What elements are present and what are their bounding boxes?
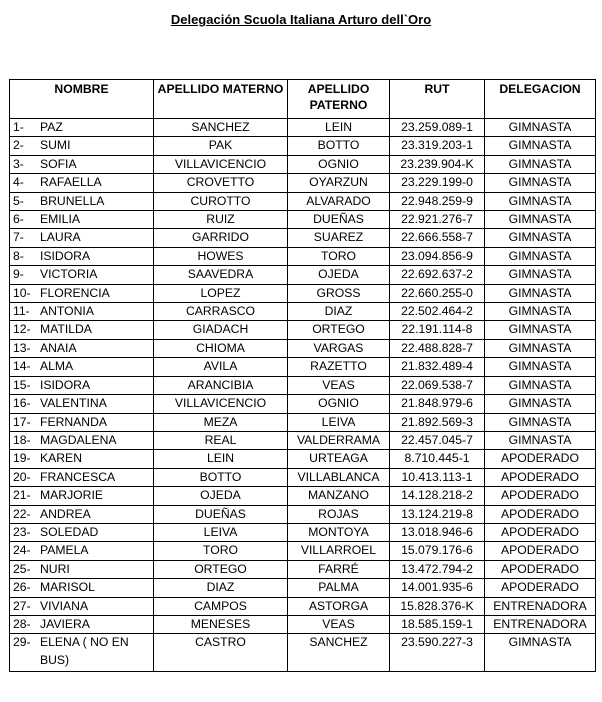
first-name: FERNANDA <box>40 414 108 429</box>
table-row <box>10 284 596 302</box>
cell-nombre <box>10 597 154 615</box>
cell-apellido-paterno: VEAS <box>288 376 390 394</box>
row-number: 19- <box>13 451 31 466</box>
cell-delegacion: APODERADO <box>485 523 596 541</box>
cell-nombre <box>10 119 154 137</box>
cell-apellido-materno: GARRIDO <box>154 229 288 247</box>
cell-apellido-paterno: MANZANO <box>288 487 390 505</box>
row-number: 5- <box>13 193 24 208</box>
cell-apellido-materno: CAMPOS <box>154 597 288 615</box>
cell-rut: 23.319.203-1 <box>390 137 485 155</box>
first-name: PAMELA <box>40 543 89 558</box>
cell-rut: 22.948.259-9 <box>390 192 485 210</box>
cell-rut: 14.001.935-6 <box>390 579 485 597</box>
cell-apellido-paterno: SANCHEZ <box>288 634 390 672</box>
cell-delegacion: GIMNASTA <box>485 413 596 431</box>
cell-nombre <box>10 395 154 413</box>
cell-apellido-paterno: BOTTO <box>288 137 390 155</box>
cell-delegacion: GIMNASTA <box>485 137 596 155</box>
cell-nombre <box>10 468 154 486</box>
cell-apellido-materno: ARANCIBIA <box>154 376 288 394</box>
delegation-table <box>9 79 596 672</box>
cell-rut: 22.921.276-7 <box>390 211 485 229</box>
cell-rut: 22.660.255-0 <box>390 284 485 302</box>
first-name: MARISOL <box>40 580 95 595</box>
cell-apellido-paterno: DIAZ <box>288 303 390 321</box>
cell-rut: 14.128.218-2 <box>390 487 485 505</box>
table-row <box>10 468 596 486</box>
cell-delegacion: GIMNASTA <box>485 266 596 284</box>
cell-apellido-materno: LEIN <box>154 450 288 468</box>
cell-apellido-materno: DUEÑAS <box>154 505 288 523</box>
cell-apellido-paterno: OGNIO <box>288 395 390 413</box>
cell-delegacion: GIMNASTA <box>485 247 596 265</box>
first-name: FRANCESCA <box>40 469 116 484</box>
cell-rut: 18.585.159-1 <box>390 615 485 633</box>
first-name: ELENA ( NO EN BUS) <box>40 635 129 667</box>
cell-apellido-materno: CASTRO <box>154 634 288 672</box>
table-header-row <box>10 80 596 119</box>
cell-rut: 21.848.979-6 <box>390 395 485 413</box>
row-number: 8- <box>13 248 24 263</box>
cell-nombre <box>10 505 154 523</box>
cell-nombre <box>10 615 154 633</box>
table-row <box>10 615 596 633</box>
first-name: VICTORIA <box>40 267 98 282</box>
row-number: 18- <box>13 432 31 447</box>
row-number: 17- <box>13 414 31 429</box>
cell-apellido-paterno: ROJAS <box>288 505 390 523</box>
first-name: BRUNELLA <box>40 193 105 208</box>
cell-delegacion: ENTRENADORA <box>485 615 596 633</box>
cell-delegacion: GIMNASTA <box>485 431 596 449</box>
cell-apellido-paterno: RAZETTO <box>288 358 390 376</box>
cell-nombre <box>10 339 154 357</box>
cell-apellido-paterno: ALVARADO <box>288 192 390 210</box>
cell-apellido-paterno: URTEAGA <box>288 450 390 468</box>
table-row <box>10 339 596 357</box>
row-number: 6- <box>13 212 24 227</box>
cell-apellido-materno: REAL <box>154 431 288 449</box>
first-name: MAGDALENA <box>40 432 117 447</box>
cell-delegacion: GIMNASTA <box>485 211 596 229</box>
cell-rut: 22.191.114-8 <box>390 321 485 339</box>
cell-nombre <box>10 266 154 284</box>
cell-delegacion: GIMNASTA <box>485 174 596 192</box>
cell-nombre <box>10 450 154 468</box>
cell-delegacion: GIMNASTA <box>485 303 596 321</box>
cell-apellido-paterno: FARRÉ <box>288 560 390 578</box>
table-row <box>10 413 596 431</box>
cell-delegacion: GIMNASTA <box>485 155 596 173</box>
table-row <box>10 155 596 173</box>
cell-delegacion: ENTRENADORA <box>485 597 596 615</box>
first-name: JAVIERA <box>40 616 90 631</box>
row-number: 14- <box>13 359 31 374</box>
table-row <box>10 376 596 394</box>
row-number: 10- <box>13 285 31 300</box>
table-row <box>10 579 596 597</box>
table-row <box>10 266 596 284</box>
cell-nombre <box>10 284 154 302</box>
table-row <box>10 211 596 229</box>
table-row <box>10 523 596 541</box>
cell-apellido-materno: DIAZ <box>154 579 288 597</box>
cell-apellido-paterno: LEIN <box>288 119 390 137</box>
cell-apellido-materno: OJEDA <box>154 487 288 505</box>
cell-apellido-paterno: DUEÑAS <box>288 211 390 229</box>
cell-nombre <box>10 155 154 173</box>
cell-apellido-materno: CROVETTO <box>154 174 288 192</box>
cell-rut: 22.666.558-7 <box>390 229 485 247</box>
first-name: ISIDORA <box>40 248 91 263</box>
cell-apellido-paterno: MONTOYA <box>288 523 390 541</box>
cell-rut: 21.832.489-4 <box>390 358 485 376</box>
cell-rut: 23.590.227-3 <box>390 634 485 672</box>
row-number: 1- <box>13 120 24 134</box>
cell-apellido-materno: GIADACH <box>154 321 288 339</box>
first-name: SUMI <box>40 138 71 153</box>
row-number: 29- <box>13 635 31 650</box>
cell-rut: 23.239.904-K <box>390 155 485 173</box>
cell-delegacion: APODERADO <box>485 468 596 486</box>
table-row <box>10 137 596 155</box>
table-row <box>10 450 596 468</box>
cell-rut: 23.094.856-9 <box>390 247 485 265</box>
cell-nombre <box>10 174 154 192</box>
cell-nombre <box>10 303 154 321</box>
row-number: 24- <box>13 543 31 558</box>
cell-delegacion: APODERADO <box>485 505 596 523</box>
cell-delegacion: APODERADO <box>485 542 596 560</box>
table-row <box>10 431 596 449</box>
cell-nombre <box>10 137 154 155</box>
cell-delegacion: GIMNASTA <box>485 119 596 137</box>
cell-delegacion: APODERADO <box>485 560 596 578</box>
cell-nombre <box>10 247 154 265</box>
cell-apellido-paterno: ASTORGA <box>288 597 390 615</box>
first-name: NURI <box>40 561 70 576</box>
row-number: 15- <box>13 377 31 392</box>
cell-delegacion: GIMNASTA <box>485 376 596 394</box>
row-number: 21- <box>13 488 31 503</box>
cell-rut: 22.692.637-2 <box>390 266 485 284</box>
header-delegacion: DELEGACION <box>485 80 596 119</box>
row-number: 16- <box>13 396 31 411</box>
cell-apellido-paterno: TORO <box>288 247 390 265</box>
cell-nombre <box>10 634 154 672</box>
cell-delegacion: GIMNASTA <box>485 395 596 413</box>
row-number: 20- <box>13 469 31 484</box>
table-row <box>10 505 596 523</box>
cell-apellido-materno: CARRASCO <box>154 303 288 321</box>
cell-rut: 23.229.199-0 <box>390 174 485 192</box>
row-number: 28- <box>13 616 31 631</box>
cell-nombre <box>10 431 154 449</box>
cell-rut: 22.502.464-2 <box>390 303 485 321</box>
cell-apellido-materno: HOWES <box>154 247 288 265</box>
cell-rut: 13.472.794-2 <box>390 560 485 578</box>
cell-apellido-materno: MEZA <box>154 413 288 431</box>
first-name: MATILDA <box>40 322 92 337</box>
row-number: 13- <box>13 340 31 355</box>
row-number: 26- <box>13 580 31 595</box>
first-name: ANAIA <box>40 340 77 355</box>
table-row <box>10 321 596 339</box>
cell-apellido-paterno: VILLABLANCA <box>288 468 390 486</box>
cell-nombre <box>10 358 154 376</box>
cell-apellido-paterno: VILLARROEL <box>288 542 390 560</box>
table-row <box>10 119 596 137</box>
row-number: 7- <box>13 230 24 245</box>
row-number: 23- <box>13 524 31 539</box>
cell-delegacion: GIMNASTA <box>485 229 596 247</box>
cell-apellido-paterno: VALDERRAMA <box>288 431 390 449</box>
cell-nombre <box>10 487 154 505</box>
first-name: LAURA <box>40 230 81 245</box>
row-number: 2- <box>13 138 24 153</box>
cell-apellido-paterno: OYARZUN <box>288 174 390 192</box>
first-name: EMILIA <box>40 212 80 227</box>
table-row <box>10 597 596 615</box>
table-row <box>10 634 596 672</box>
first-name: ISIDORA <box>40 377 91 392</box>
cell-nombre <box>10 523 154 541</box>
table-row <box>10 542 596 560</box>
page-title: Delegación Scuola Italiana Arturo dell`Oro <box>170 12 432 27</box>
first-name: VIVIANA <box>40 598 89 613</box>
cell-delegacion: GIMNASTA <box>485 339 596 357</box>
cell-apellido-materno: SANCHEZ <box>154 119 288 137</box>
table-row <box>10 303 596 321</box>
cell-nombre <box>10 211 154 229</box>
cell-apellido-materno: LEIVA <box>154 523 288 541</box>
cell-rut: 13.124.219-8 <box>390 505 485 523</box>
cell-apellido-materno: CHIOMA <box>154 339 288 357</box>
table-row <box>10 487 596 505</box>
cell-nombre <box>10 542 154 560</box>
first-name: FLORENCIA <box>40 285 110 300</box>
cell-delegacion: GIMNASTA <box>485 358 596 376</box>
header-nombre: NOMBRE <box>10 80 154 119</box>
cell-apellido-paterno: SUAREZ <box>288 229 390 247</box>
first-name: VALENTINA <box>40 396 107 411</box>
cell-nombre <box>10 321 154 339</box>
cell-delegacion: APODERADO <box>485 579 596 597</box>
cell-apellido-paterno: GROSS <box>288 284 390 302</box>
first-name: PAZ <box>40 120 63 134</box>
cell-apellido-paterno: OGNIO <box>288 155 390 173</box>
table-body <box>10 119 596 672</box>
cell-nombre <box>10 579 154 597</box>
cell-delegacion: GIMNASTA <box>485 192 596 210</box>
row-number: 12- <box>13 322 31 337</box>
cell-apellido-materno: LOPEZ <box>154 284 288 302</box>
cell-delegacion: APODERADO <box>485 450 596 468</box>
cell-rut: 15.828.376-K <box>390 597 485 615</box>
cell-rut: 10.413.113-1 <box>390 468 485 486</box>
table-row <box>10 247 596 265</box>
header-apellido-materno: APELLIDO MATERNO <box>154 80 288 119</box>
header-rut: RUT <box>390 80 485 119</box>
row-number: 9- <box>13 267 24 282</box>
first-name: RAFAELLA <box>40 175 102 190</box>
cell-rut: 22.457.045-7 <box>390 431 485 449</box>
cell-nombre <box>10 413 154 431</box>
table-row <box>10 229 596 247</box>
first-name: MARJORIE <box>40 488 103 503</box>
cell-apellido-materno: PAK <box>154 137 288 155</box>
cell-apellido-paterno: OJEDA <box>288 266 390 284</box>
cell-apellido-materno: AVILA <box>154 358 288 376</box>
first-name: ANDREA <box>40 506 91 521</box>
table-row <box>10 174 596 192</box>
cell-apellido-materno: TORO <box>154 542 288 560</box>
cell-apellido-paterno: ORTEGO <box>288 321 390 339</box>
cell-delegacion: GIMNASTA <box>485 321 596 339</box>
first-name: ALMA <box>40 359 74 374</box>
cell-apellido-materno: SAAVEDRA <box>154 266 288 284</box>
first-name: SOLEDAD <box>40 524 99 539</box>
cell-apellido-materno: VILLAVICENCIO <box>154 395 288 413</box>
first-name: KAREN <box>40 451 82 466</box>
table-row <box>10 358 596 376</box>
table-row <box>10 395 596 413</box>
cell-delegacion: APODERADO <box>485 487 596 505</box>
row-number: 22- <box>13 506 31 521</box>
cell-nombre <box>10 192 154 210</box>
cell-apellido-materno: RUIZ <box>154 211 288 229</box>
cell-apellido-materno: BOTTO <box>154 468 288 486</box>
cell-apellido-paterno: VEAS <box>288 615 390 633</box>
cell-rut: 21.892.569-3 <box>390 413 485 431</box>
table-row <box>10 192 596 210</box>
first-name: SOFIA <box>40 156 77 171</box>
row-number: 4- <box>13 175 24 190</box>
cell-apellido-paterno: VARGAS <box>288 339 390 357</box>
cell-apellido-materno: ORTEGO <box>154 560 288 578</box>
cell-apellido-materno: MENESES <box>154 615 288 633</box>
row-number: 3- <box>13 156 24 171</box>
cell-rut: 23.259.089-1 <box>390 119 485 137</box>
cell-rut: 8.710.445-1 <box>390 450 485 468</box>
cell-nombre <box>10 376 154 394</box>
cell-rut: 13.018.946-6 <box>390 523 485 541</box>
cell-rut: 22.069.538-7 <box>390 376 485 394</box>
cell-rut: 22.488.828-7 <box>390 339 485 357</box>
cell-delegacion: GIMNASTA <box>485 634 596 672</box>
cell-delegacion: GIMNASTA <box>485 284 596 302</box>
table-row <box>10 560 596 578</box>
cell-apellido-materno: VILLAVICENCIO <box>154 155 288 173</box>
cell-nombre <box>10 229 154 247</box>
cell-rut: 15.079.176-6 <box>390 542 485 560</box>
header-apellido-paterno: APELLIDO PATERNO <box>288 80 390 119</box>
first-name: ANTONIA <box>40 304 94 319</box>
cell-apellido-materno: CUROTTO <box>154 192 288 210</box>
row-number: 27- <box>13 598 31 613</box>
row-number: 11- <box>13 304 30 319</box>
row-number: 25- <box>13 561 31 576</box>
cell-apellido-paterno: PALMA <box>288 579 390 597</box>
cell-nombre <box>10 560 154 578</box>
cell-apellido-paterno: LEIVA <box>288 413 390 431</box>
